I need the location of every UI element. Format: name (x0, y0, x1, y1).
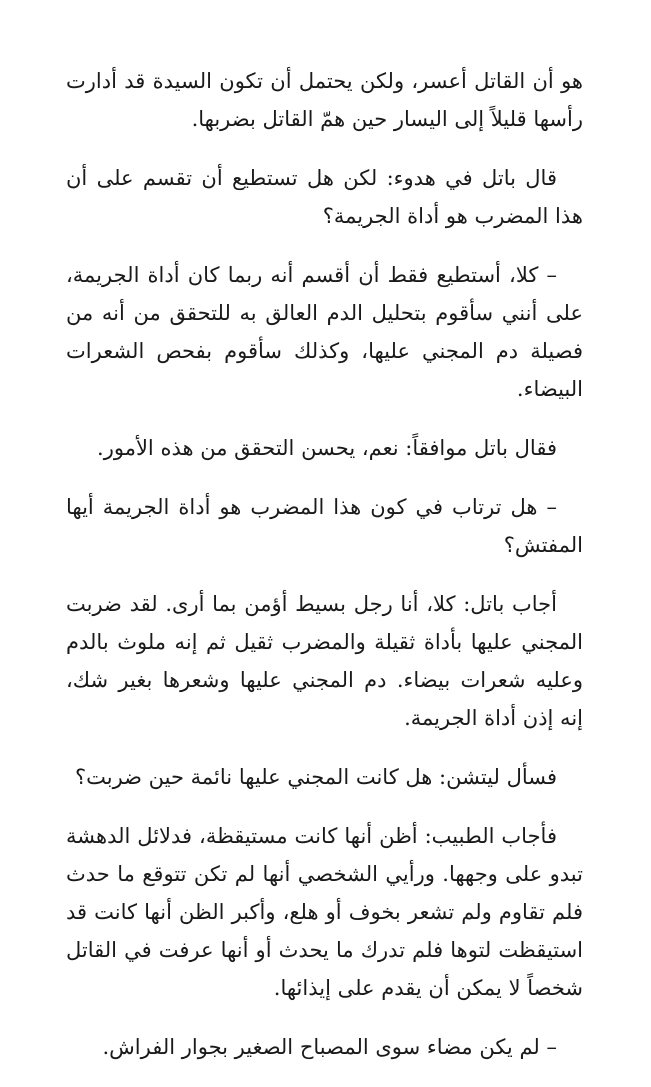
paragraph-9: – لم يكن مضاء سوى المصباح الصغير بجوار الفراش. (102, 1035, 557, 1059)
paragraph-8: فأجاب الطبيب: أظن أنها كانت مستيقظة، فدلائل الدهشة تبدو على وجهها. ورأيي الشخصي أنها لم تكن تتوقع ما حدث فلم تقاوم ولم تشعر بخوف أو هلع، وأكبر الظن أنها كانت قد استيقظت لتوها فلم تدرك ما يحدث أو أنها عرفت في القاتل شخصاً لا يمكن أن يقدم على إيذائها. (66, 824, 583, 1000)
paragraph-4: فقال باتل موافقاً: نعم، يحسن التحقق من هذه الأمور. (97, 436, 557, 460)
paragraph-5: – هل ترتاب في كون هذا المضرب هو أداة الجريمة أيها المفتش؟ (66, 495, 583, 557)
paragraph-1: هو أن القاتل أعسر، ولكن يحتمل أن تكون السيدة قد أدارت رأسها قليلاً إلى اليسار حين همّ القاتل بضربها. (66, 69, 583, 131)
paragraph-2: قال باتل في هدوء: لكن هل تستطيع أن تقسم على أن هذا المضرب هو أداة الجريمة؟ (66, 166, 583, 228)
paragraph-7: فسأل ليتشن: هل كانت المجني عليها نائمة حين ضربت؟ (74, 765, 557, 789)
paragraph-3: – كلا، أستطيع فقط أن أقسم أنه ربما كان أداة الجريمة، على أنني سأقوم بتحليل الدم العالق به للتحقق من أنه من فصيلة دم المجني عليها، وكذلك سأقوم بفحص الشعرات البيضاء. (66, 263, 583, 401)
paragraph-6: أجاب باتل: كلا، أنا رجل بسيط أؤمن بما أرى. لقد ضربت المجني عليها بأداة ثقيلة والمضرب ثقيل ثم إنه ملوث بالدم وعليه شعرات بيضاء. دم المجني عليها وشعرها بغير شك، إنه إذن أداة الجريمة. (66, 592, 583, 730)
book-page (66, 62, 583, 1087)
